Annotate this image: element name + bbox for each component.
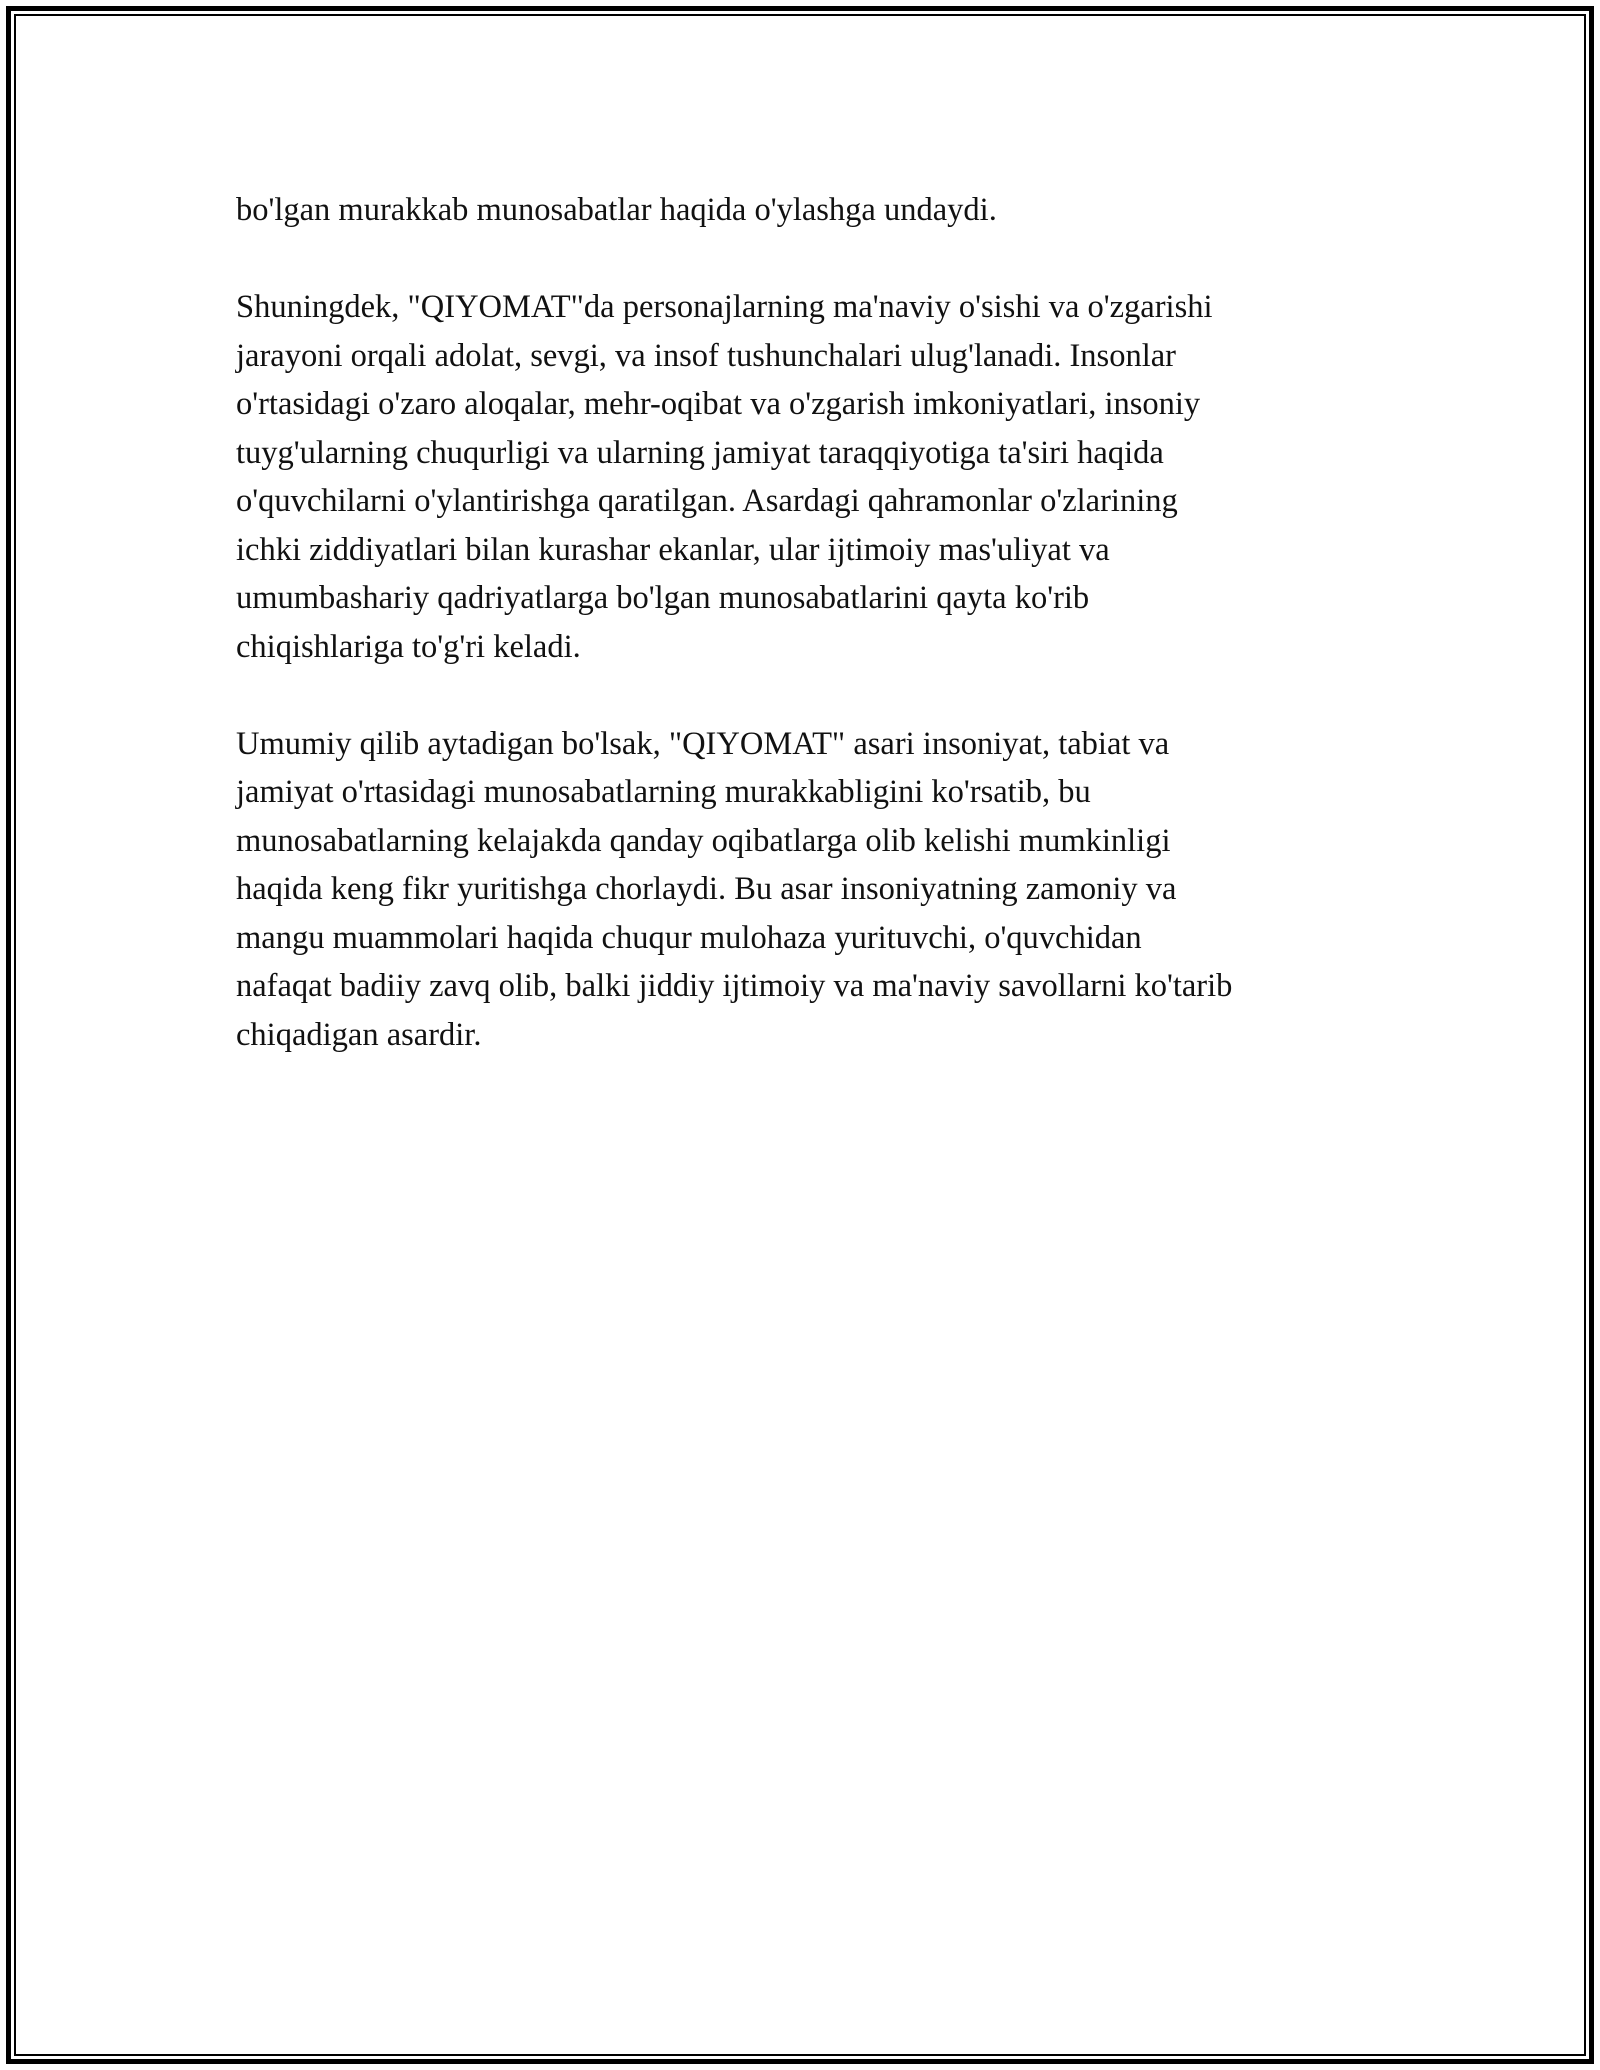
- paragraph-character-growth: Shuningdek, "QIYOMAT"da personajlarning ma'naviy o'sishi va o'zgarishi jarayoni orqali adolat, sevgi, va insof tushunchalari ulug'lanadi. Insonlar o'rtasidagi o'zaro aloqalar, mehr-oqibat va o'zgarish imkoniyatlari, insoniy tuyg'ularning chuqurligi va ularning jamiyat taraqqiyotiga ta'siri haqida o'quvchilarni o'ylantirishga qaratilgan. Asardagi qahramonlar o'zlarining ichki ziddiyatlari bilan kurashar ekanlar, ular ijtimoiy mas'uliyat va umumbashariy qadriyatlarga bo'lgan munosabatlarini qayta ko'rib chiqishlariga to'g'ri keladi.: [236, 289, 1213, 665]
- document-body: [236, 186, 1376, 1108]
- paragraph-conclusion: Umumiy qilib aytadigan bo'lsak, "QIYOMAT" asari insoniyat, tabiat va jamiyat o'rtasidagi munosabatlarning murakkabligini ko'rsatib, bu munosabatlarning kelajakda qanday oqibatlarga olib kelishi mumkinligi haqida keng fikr yuritishga chorlaydi. Bu asar insoniyatning zamoniy va mangu muammolari haqida chuqur mulohaza yurituvchi, o'quvchidan nafaqat badiiy zavq olib, balki jiddiy ijtimoiy va ma'naviy savollarni ko'tarib chiqadigan asardir.: [236, 725, 1233, 1053]
- paragraph-continuation: bo'lgan murakkab munosabatlar haqida o'ylashga undaydi.: [236, 192, 997, 228]
